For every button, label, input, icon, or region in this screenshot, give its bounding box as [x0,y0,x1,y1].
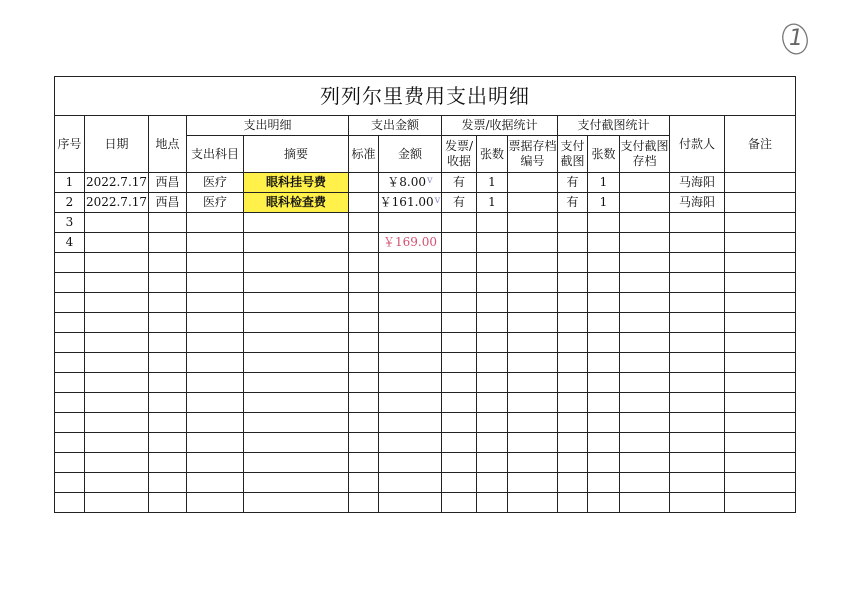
cell-screenshot: 有 [558,173,588,193]
empty-cell [620,413,670,433]
empty-cell [349,453,379,473]
table-row [55,213,796,233]
empty-cell [725,313,796,333]
header-date: 日期 [85,116,149,173]
empty-cell [149,453,187,473]
empty-cell [149,253,187,273]
empty-cell [558,333,588,353]
empty-cell [725,333,796,353]
empty-cell [149,493,187,513]
empty-cell [508,333,558,353]
empty-cell [477,353,508,373]
empty-cell [725,433,796,453]
empty-cell [349,373,379,393]
empty-cell [508,413,558,433]
empty-cell [149,353,187,373]
empty-cell [508,433,558,453]
empty-cell [349,393,379,413]
empty-cell [85,253,149,273]
empty-cell [187,253,244,273]
empty-row [55,393,796,413]
empty-cell [349,493,379,513]
empty-row [55,313,796,333]
empty-cell [477,253,508,273]
empty-cell [349,353,379,373]
empty-cell [244,473,349,493]
empty-cell [442,433,477,453]
empty-cell [85,453,149,473]
header-screenshot-count: 张数 [588,136,620,173]
empty-cell [558,473,588,493]
empty-cell [349,313,379,333]
empty-cell [442,333,477,353]
empty-cell [477,453,508,473]
ledger-title: 列列尔里费用支出明细 [55,77,796,116]
header-invoice: 发票/收据 [442,136,477,173]
empty-cell [477,293,508,313]
empty-cell [725,393,796,413]
cell-amount [379,193,442,213]
empty-cell [477,333,508,353]
empty-cell [670,273,725,293]
empty-cell [379,453,442,473]
header-receipt-no: 票据存档编号 [508,136,558,173]
header-place: 地点 [149,116,187,173]
empty-cell [149,373,187,393]
cell-date [85,213,149,233]
empty-cell [55,413,85,433]
cell-count [477,233,508,253]
empty-cell [620,253,670,273]
empty-cell [442,393,477,413]
cell-category [187,213,244,233]
empty-cell [85,433,149,453]
empty-cell [244,313,349,333]
empty-cell [558,273,588,293]
cell-receipt-no [508,173,558,193]
header-amount: 金额 [379,136,442,173]
empty-cell [508,393,558,413]
empty-cell [620,313,670,333]
empty-cell [588,473,620,493]
empty-cell [379,253,442,273]
empty-cell [149,393,187,413]
empty-cell [670,293,725,313]
empty-cell [244,293,349,313]
empty-cell [85,493,149,513]
empty-cell [588,373,620,393]
empty-cell [508,473,558,493]
empty-cell [670,473,725,493]
empty-cell [187,413,244,433]
empty-cell [620,293,670,313]
cell-invoice: 有 [442,173,477,193]
empty-cell [55,313,85,333]
cell-seq: 1 [55,173,85,193]
empty-cell [379,273,442,293]
empty-cell [379,293,442,313]
empty-cell [442,293,477,313]
empty-cell [187,373,244,393]
cell-screenshot [558,233,588,253]
empty-cell [508,453,558,473]
empty-cell [55,293,85,313]
empty-cell [85,353,149,373]
empty-cell [670,373,725,393]
cell-place [149,213,187,233]
empty-cell [725,413,796,433]
empty-cell [379,473,442,493]
header-category: 支出科目 [187,136,244,173]
table-row [55,233,796,253]
expense-ledger-table [54,76,796,513]
table-row [55,193,796,213]
empty-cell [725,373,796,393]
header-summary: 摘要 [244,136,349,173]
empty-row [55,333,796,353]
header-standard: 标准 [349,136,379,173]
cell-screenshot-count [588,233,620,253]
empty-cell [477,433,508,453]
empty-cell [508,293,558,313]
empty-cell [442,453,477,473]
cell-screenshot [558,213,588,233]
empty-cell [558,373,588,393]
empty-cell [670,493,725,513]
empty-cell [349,253,379,273]
empty-cell [85,313,149,333]
empty-cell [558,453,588,473]
empty-cell [187,493,244,513]
empty-row [55,413,796,433]
empty-cell [620,453,670,473]
empty-cell [85,413,149,433]
empty-cell [349,433,379,453]
empty-cell [620,393,670,413]
empty-row [55,353,796,373]
empty-cell [558,393,588,413]
empty-cell [670,393,725,413]
cell-screenshot-archive [620,193,670,213]
check-mark: v [434,194,441,206]
empty-cell [349,293,379,313]
empty-cell [149,333,187,353]
cell-seq: 3 [55,213,85,233]
empty-cell [244,373,349,393]
header-payer: 付款人 [670,116,725,173]
empty-cell [85,273,149,293]
cell-receipt-no [508,233,558,253]
empty-cell [588,493,620,513]
cell-summary [244,233,349,253]
empty-row [55,293,796,313]
empty-cell [558,493,588,513]
empty-cell [55,473,85,493]
empty-cell [55,393,85,413]
empty-cell [558,353,588,373]
amount-value: ￥8.00 [387,174,427,189]
cell-date [85,233,149,253]
empty-cell [442,353,477,373]
empty-cell [442,473,477,493]
cell-screenshot-archive [620,213,670,233]
empty-cell [508,273,558,293]
empty-cell [477,493,508,513]
empty-cell [379,493,442,513]
cell-invoice [442,233,477,253]
cell-payer [670,213,725,233]
cell-invoice: 有 [442,193,477,213]
empty-cell [244,253,349,273]
empty-cell [349,333,379,353]
empty-cell [187,313,244,333]
empty-cell [588,253,620,273]
cell-date: 2022.7.17 [85,193,149,213]
empty-cell [477,473,508,493]
empty-cell [379,373,442,393]
empty-cell [349,473,379,493]
empty-cell [670,353,725,373]
empty-cell [187,453,244,473]
empty-cell [55,333,85,353]
empty-cell [55,353,85,373]
empty-cell [477,373,508,393]
cell-invoice [442,213,477,233]
empty-cell [670,433,725,453]
header-group-invoice: 发票/收据统计 [442,116,558,136]
cell-date: 2022.7.17 [85,173,149,193]
cell-receipt-no [508,193,558,213]
cell-place: 西昌 [149,173,187,193]
cell-category [187,233,244,253]
empty-cell [725,453,796,473]
empty-cell [149,293,187,313]
header-group-detail: 支出明细 [187,116,349,136]
empty-cell [725,253,796,273]
empty-cell [477,393,508,413]
empty-cell [55,433,85,453]
cell-amount [379,213,442,233]
cell-standard [349,233,379,253]
empty-cell [149,433,187,453]
cell-payer: 马海阳 [670,193,725,213]
empty-cell [508,493,558,513]
empty-cell [558,293,588,313]
empty-cell [244,353,349,373]
cell-receipt-no [508,213,558,233]
header-seq: 序号 [55,116,85,173]
cell-screenshot-count: 1 [588,193,620,213]
check-mark: v [427,174,433,186]
empty-cell [670,253,725,273]
page-number: 1 [789,26,803,51]
empty-cell [244,273,349,293]
empty-cell [725,293,796,313]
empty-cell [558,413,588,433]
cell-remark [725,193,796,213]
cell-standard [349,193,379,213]
empty-cell [725,353,796,373]
cell-summary: 眼科检查费 [244,193,349,213]
cell-remark [725,173,796,193]
cell-screenshot-count [588,213,620,233]
cell-amount: ￥169.00 [379,233,442,253]
empty-cell [379,433,442,453]
empty-cell [670,413,725,433]
empty-cell [85,393,149,413]
empty-cell [187,473,244,493]
cell-amount [379,173,442,193]
empty-cell [244,333,349,353]
cell-screenshot: 有 [558,193,588,213]
empty-cell [508,373,558,393]
empty-cell [149,473,187,493]
cell-payer: 马海阳 [670,173,725,193]
empty-cell [588,413,620,433]
empty-cell [187,433,244,453]
empty-cell [508,253,558,273]
cell-category: 医疗 [187,193,244,213]
empty-cell [149,413,187,433]
empty-cell [620,333,670,353]
cell-count: 1 [477,173,508,193]
empty-cell [588,313,620,333]
cell-seq: 4 [55,233,85,253]
cell-remark [725,213,796,233]
empty-cell [379,313,442,333]
empty-cell [55,273,85,293]
empty-cell [477,413,508,433]
empty-cell [187,293,244,313]
empty-cell [588,353,620,373]
empty-cell [85,373,149,393]
empty-cell [379,393,442,413]
empty-cell [588,293,620,313]
cell-seq: 2 [55,193,85,213]
empty-cell [620,473,670,493]
empty-cell [442,373,477,393]
empty-cell [558,433,588,453]
empty-cell [588,273,620,293]
empty-cell [55,453,85,473]
header-screenshot-archive: 支付截图存档 [620,136,670,173]
empty-row [55,253,796,273]
cell-place [149,233,187,253]
empty-cell [85,333,149,353]
empty-cell [55,493,85,513]
cell-place: 西昌 [149,193,187,213]
empty-cell [379,333,442,353]
empty-row [55,433,796,453]
empty-cell [55,253,85,273]
empty-cell [85,473,149,493]
empty-cell [725,273,796,293]
empty-cell [558,253,588,273]
empty-cell [620,373,670,393]
empty-cell [379,353,442,373]
empty-cell [442,313,477,333]
empty-row [55,453,796,473]
empty-row [55,273,796,293]
cell-summary: 眼科挂号费 [244,173,349,193]
empty-cell [508,313,558,333]
empty-cell [244,433,349,453]
empty-cell [187,393,244,413]
empty-cell [620,353,670,373]
page-number-mark [778,20,812,58]
empty-cell [244,413,349,433]
empty-cell [620,273,670,293]
header-group-amount: 支出金额 [349,116,442,136]
empty-cell [620,493,670,513]
empty-cell [149,273,187,293]
empty-cell [349,413,379,433]
empty-cell [379,413,442,433]
empty-cell [588,393,620,413]
empty-cell [670,333,725,353]
empty-cell [55,373,85,393]
empty-row [55,373,796,393]
empty-cell [588,433,620,453]
cell-remark [725,233,796,253]
empty-cell [477,273,508,293]
header-screenshot: 支付截图 [558,136,588,173]
empty-cell [442,273,477,293]
empty-cell [588,453,620,473]
empty-cell [725,493,796,513]
empty-cell [588,333,620,353]
empty-cell [442,493,477,513]
empty-cell [442,413,477,433]
header-group-screenshot: 支付截图统计 [558,116,670,136]
empty-row [55,493,796,513]
cell-screenshot-count: 1 [588,173,620,193]
cell-screenshot-archive [620,233,670,253]
empty-row [55,473,796,493]
empty-cell [187,273,244,293]
empty-cell [620,433,670,453]
empty-cell [149,313,187,333]
empty-cell [187,333,244,353]
header-count: 张数 [477,136,508,173]
empty-cell [477,313,508,333]
cell-standard [349,213,379,233]
empty-cell [244,393,349,413]
empty-cell [508,353,558,373]
empty-cell [670,453,725,473]
cell-payer [670,233,725,253]
cell-summary [244,213,349,233]
empty-cell [244,453,349,473]
table-row [55,173,796,193]
empty-cell [244,493,349,513]
header-remark: 备注 [725,116,796,173]
empty-cell [558,313,588,333]
empty-cell [725,473,796,493]
cell-count: 1 [477,193,508,213]
amount-value: ￥161.00 [379,194,434,209]
cell-screenshot-archive [620,173,670,193]
empty-cell [187,353,244,373]
cell-category: 医疗 [187,173,244,193]
cell-count [477,213,508,233]
empty-cell [442,253,477,273]
empty-cell [349,273,379,293]
empty-cell [670,313,725,333]
cell-standard [349,173,379,193]
empty-cell [85,293,149,313]
